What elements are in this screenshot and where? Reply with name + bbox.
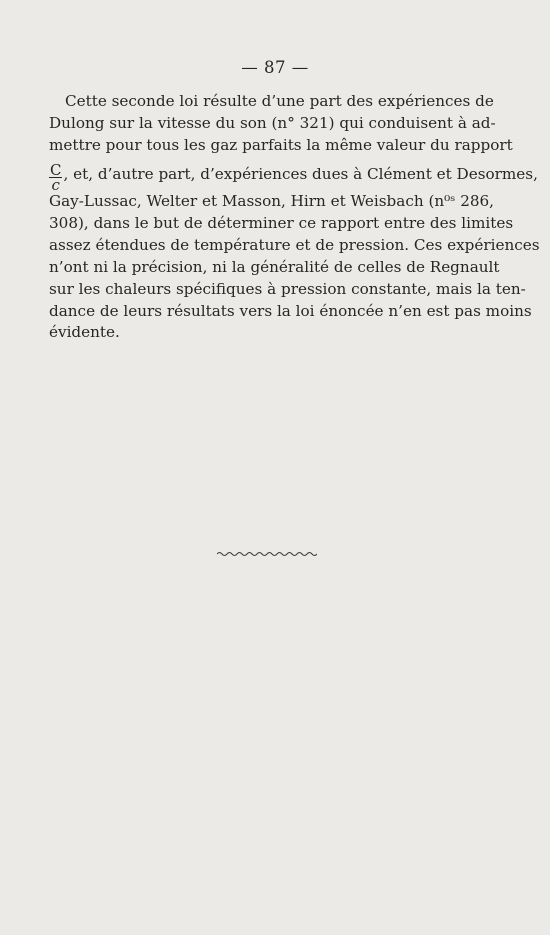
text-line-with-fraction	[49, 160, 538, 194]
text-line: sur les chaleurs spécifiques à pression constante, mais la ten-	[49, 280, 526, 298]
text-line-rest: , et, d’autre part, d’expériences dues à Clément et Desormes,	[63, 165, 538, 184]
text-line: Gay-Lussac, Welter et Masson, Hirn et Weisbach (n⁰ˢ 286,	[49, 192, 495, 210]
text-line: n’ont ni la précision, ni la généralité de celles de Regnault	[49, 258, 500, 276]
wavy-divider	[217, 551, 317, 557]
text-line: dance de leurs résultats vers la loi énoncée n’en est pas moins	[49, 302, 532, 320]
page-number: — 87 —	[241, 58, 309, 77]
text-line: assez étendues de température et de pression. Ces expériences	[49, 236, 540, 254]
fraction	[49, 163, 62, 192]
text-line: mettre pour tous les gaz parfaits la même valeur du rapport	[49, 136, 513, 154]
text-line: évidente.	[49, 323, 120, 341]
text-line: Dulong sur la vitesse du son (n° 321) qui conduisent à ad-	[49, 114, 496, 132]
wavy-divider-line	[217, 553, 317, 556]
text-line: 308), dans le but de déterminer ce rapport entre des limites	[49, 214, 514, 232]
fraction-numerator: C	[50, 161, 62, 179]
text-line: Cette seconde loi résulte d’une part des expériences de	[65, 92, 494, 110]
fraction-denominator: c	[51, 176, 60, 194]
